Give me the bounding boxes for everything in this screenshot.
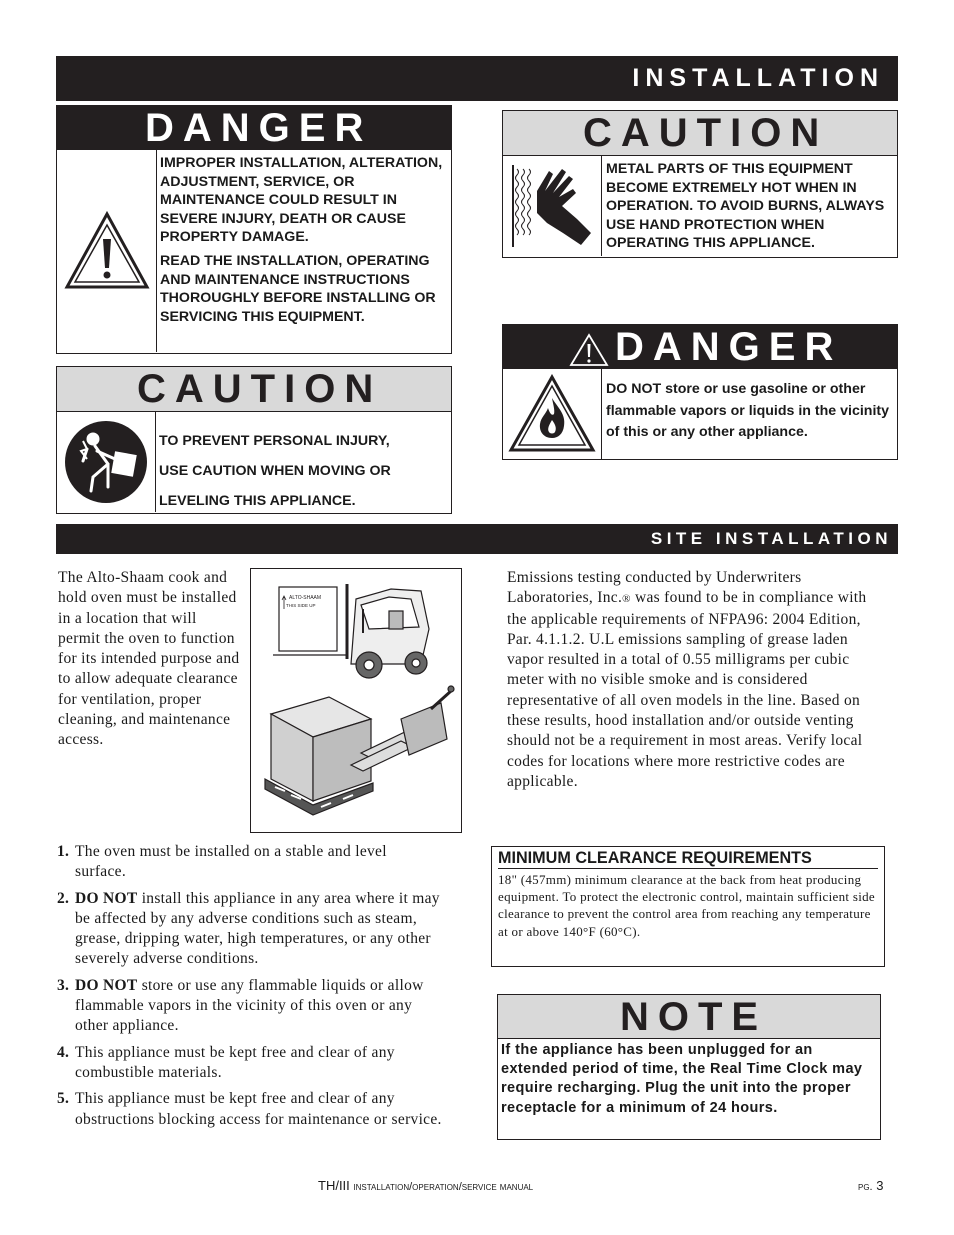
- caution-box-hot-surface: [502, 110, 898, 258]
- caution-hot-text: METAL PARTS OF THIS EQUIPMENT BECOME EXTREMELY HOT WHEN IN OPERATION. TO AVOID BURNS, ALWAYS USE HAND PROTECTION WHEN OPERATING THIS APPLIANCE.: [606, 161, 885, 252]
- note-title: NOTE: [620, 995, 768, 1039]
- page-footer: [0, 1178, 954, 1198]
- caution-header: [503, 111, 897, 156]
- clearance-box: [491, 846, 885, 967]
- list-item: 4. This appliance must be kept free and clear of any combustible materials.: [57, 1043, 395, 1081]
- danger-box-flammable: [502, 324, 898, 460]
- emissions-text-end: was found to be in compliance with the applicable requirements of NFPA96: 2004 Edition, Par. 4.1.1.2. U.L emissions sampling of grease laden vapor resulted in a total of 0.55 milligrams per cubic meter with no visible smoke and is considered representative of all oven models in the line. Based on these results, hood installation and/or outside venting should not be a requirement in most areas. Verify local codes for locations where more restrictive codes are applicable.: [507, 589, 867, 790]
- hot-surface-hand-icon: [503, 156, 602, 256]
- caution-move-line2: USE CAUTION WHEN MOVING OR: [159, 463, 391, 479]
- manual-name: installation/operation/service manual: [353, 1181, 534, 1193]
- clearance-title: MINIMUM CLEARANCE REQUIREMENTS: [498, 849, 812, 867]
- caution-move-line3: LEVELING THIS APPLIANCE.: [159, 493, 356, 509]
- list-item: 3. DO NOT store or use any flammable liquids or allow flammable vapors in the vicinity of this oven or any other appliance.: [57, 976, 424, 1035]
- emissions-text-start: Emissions testing conducted by Underwriters Laboratories, Inc.: [507, 569, 802, 607]
- danger-box-installation: [56, 105, 452, 354]
- installation-steps: [57, 842, 442, 1136]
- caution-move-line1: TO PREVENT PERSONAL INJURY,: [159, 433, 390, 449]
- site-installation-banner: [56, 524, 898, 554]
- danger-header: [57, 106, 451, 150]
- danger-title: DANGER: [615, 325, 843, 369]
- flammable-icon: [503, 369, 602, 459]
- site-intro-paragraph: The Alto-Shaam cook and hold oven must be installed in a location that will permit the oven to function for its intended purpose and to allow adequate clearance for ventilation, proper cleaning, and maintenance access.: [58, 569, 240, 749]
- page-number: pg. 3: [858, 1178, 884, 1193]
- list-item: 5. This appliance must be kept free and clear of any obstructions blocking access for maintenance or service.: [57, 1090, 442, 1128]
- section-title: INSTALLATION: [632, 64, 884, 92]
- caution-title: CAUTION: [583, 111, 829, 155]
- danger-warning-text: IMPROPER INSTALLATION, ALTERATION, ADJUSTMENT, SERVICE, OR MAINTENANCE COULD RESULT IN SEVERE INJURY, DEATH OR CAUSE PROPERTY DAMAGE.: [160, 155, 443, 246]
- danger-header: [503, 325, 897, 369]
- emissions-paragraph: [507, 568, 882, 792]
- warning-triangle-icon: [569, 333, 609, 367]
- list-item: 1. The oven must be installed on a stable and level surface.: [57, 843, 387, 881]
- manual-title: [318, 1178, 533, 1193]
- lifting-hazard-icon: [57, 412, 156, 512]
- site-installation-title: SITE INSTALLATION: [650, 529, 892, 548]
- crate-brand-label: ALTO-SHAAM: [289, 595, 322, 601]
- warning-triangle-icon: [57, 150, 157, 352]
- note-header: [498, 995, 880, 1039]
- registered-mark: ®: [622, 593, 631, 606]
- caution-header: [57, 367, 451, 412]
- clearance-header: [498, 849, 878, 869]
- danger-flammable-text: DO NOT store or use gasoline or other flammable vapors or liquids in the vicinity of this or any other appliance.: [606, 381, 890, 440]
- caution-title: CAUTION: [137, 367, 383, 411]
- section-banner: [56, 56, 898, 101]
- note-box: [497, 994, 881, 1140]
- forklift-illustration: [250, 568, 462, 833]
- manual-model: TH/III: [318, 1178, 350, 1193]
- note-text: If the appliance has been unplugged for an extended period of time, the Real Time Clock may require recharging. Plug the unit into the proper receptacle for a minimum of 24 hours.: [501, 1042, 863, 1116]
- caution-box-moving: [56, 366, 452, 514]
- crate-orientation-label: THIS SIDE UP: [286, 603, 316, 608]
- danger-title: DANGER: [145, 106, 373, 150]
- danger-instruction-text: READ THE INSTALLATION, OPERATING AND MAINTENANCE INSTRUCTIONS THOROUGHLY BEFORE INSTALLING OR SERVICING THIS EQUIPMENT.: [160, 252, 436, 325]
- clearance-text: 18" (457mm) minimum clearance at the back from heat producing equipment. To protect the electronic control, maintain sufficient side clearance to prevent the control area from reaching any temperature at or above 140°F (60°C).: [498, 872, 876, 939]
- list-item: 2. DO NOT install this appliance in any area where it may be affected by any adverse conditions such as steam, grease, dripping water, high temperatures, or any other severely adverse conditions.: [57, 889, 440, 968]
